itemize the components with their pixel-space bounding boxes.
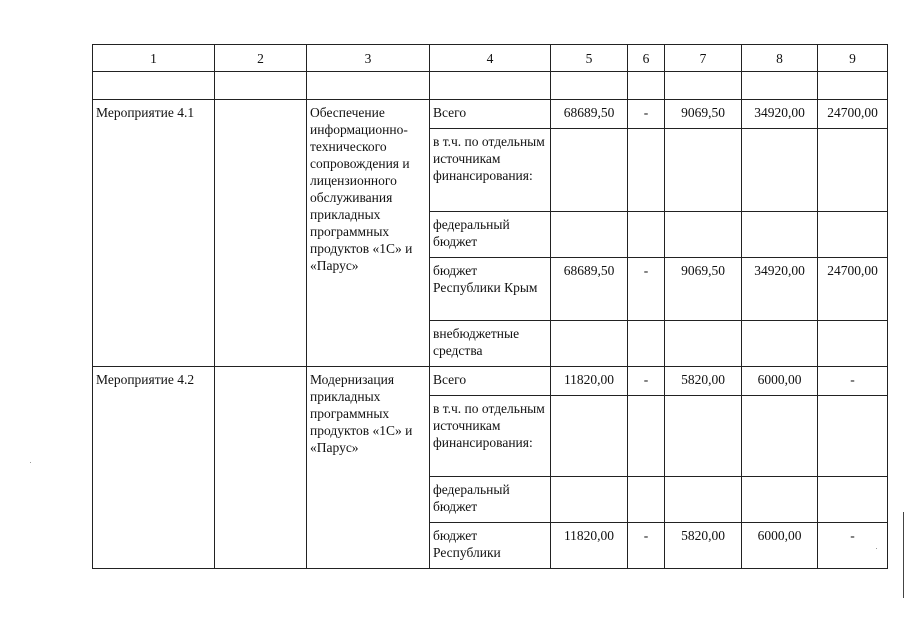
value-col-6: - [628,100,665,129]
value-col-9 [818,477,888,523]
value-col-8 [742,129,818,212]
value-col-5: 11820,00 [551,367,628,396]
value-col-5 [551,477,628,523]
empty-cell [307,72,430,100]
empty-cell [551,72,628,100]
header-col-2: 2 [215,45,307,72]
value-col-6 [628,321,665,367]
value-col-6: - [628,367,665,396]
funding-source: в т.ч. по отдельным источникам финансирования: [430,129,551,212]
funding-source: внебюджетные средства [430,321,551,367]
header-row [93,45,888,72]
value-col-8 [742,396,818,477]
header-col-1: 1 [93,45,215,72]
activity-description: Обеспечение информационно-технического сопровождения и лицензионного обслуживания прикладных программных продуктов «1С» и «Парус» [307,100,430,367]
value-col-7: 5820,00 [665,367,742,396]
header-col-7: 7 [665,45,742,72]
header-col-6: 6 [628,45,665,72]
value-col-6: - [628,258,665,321]
responsible-cell [215,100,307,367]
value-col-8: 34920,00 [742,100,818,129]
header-col-8: 8 [742,45,818,72]
activity-name: Мероприятие 4.1 [93,100,215,367]
value-col-9 [818,396,888,477]
value-col-7 [665,477,742,523]
value-col-5 [551,129,628,212]
funding-source: Всего [430,100,551,129]
value-col-9 [818,212,888,258]
value-col-5 [551,321,628,367]
funding-source: бюджет Республики Крым [430,258,551,321]
value-col-8 [742,477,818,523]
value-col-5: 68689,50 [551,100,628,129]
empty-cell [742,72,818,100]
value-col-5 [551,396,628,477]
budget-table [92,44,888,569]
empty-cell [430,72,551,100]
funding-source: Всего [430,367,551,396]
value-col-7: 9069,50 [665,258,742,321]
value-col-7: 5820,00 [665,523,742,569]
value-col-8 [742,321,818,367]
value-col-8: 6000,00 [742,523,818,569]
value-col-5: 68689,50 [551,258,628,321]
value-col-8: 34920,00 [742,258,818,321]
value-col-8 [742,212,818,258]
value-col-7 [665,129,742,212]
value-col-6 [628,477,665,523]
activity-name: Мероприятие 4.2 [93,367,215,569]
value-col-7: 9069,50 [665,100,742,129]
value-col-9: 24700,00 [818,100,888,129]
value-col-5: 11820,00 [551,523,628,569]
funding-source: бюджет Республики [430,523,551,569]
value-col-6 [628,212,665,258]
scan-edge-line [903,512,904,598]
empty-band-row [93,72,888,100]
value-col-5 [551,212,628,258]
header-col-4: 4 [430,45,551,72]
value-col-7 [665,212,742,258]
funding-source: в т.ч. по отдельным источникам финансирования: [430,396,551,477]
scan-speck [30,462,31,463]
empty-cell [628,72,665,100]
activity-description: Модернизация прикладных программных продуктов «1С» и «Парус» [307,367,430,569]
table-row [93,100,888,129]
empty-cell [215,72,307,100]
value-col-9: - [818,367,888,396]
responsible-cell [215,367,307,569]
table-row [93,367,888,396]
header-col-5: 5 [551,45,628,72]
value-col-7 [665,321,742,367]
value-col-6 [628,396,665,477]
funding-source: федеральный бюджет [430,212,551,258]
empty-cell [818,72,888,100]
value-col-8: 6000,00 [742,367,818,396]
value-col-9 [818,321,888,367]
empty-cell [93,72,215,100]
empty-cell [665,72,742,100]
value-col-9: 24700,00 [818,258,888,321]
header-col-9: 9 [818,45,888,72]
value-col-6: - [628,523,665,569]
value-col-9 [818,129,888,212]
value-col-6 [628,129,665,212]
value-col-7 [665,396,742,477]
header-col-3: 3 [307,45,430,72]
scan-speck [876,548,877,549]
value-col-9: - [818,523,888,569]
funding-source: федеральный бюджет [430,477,551,523]
